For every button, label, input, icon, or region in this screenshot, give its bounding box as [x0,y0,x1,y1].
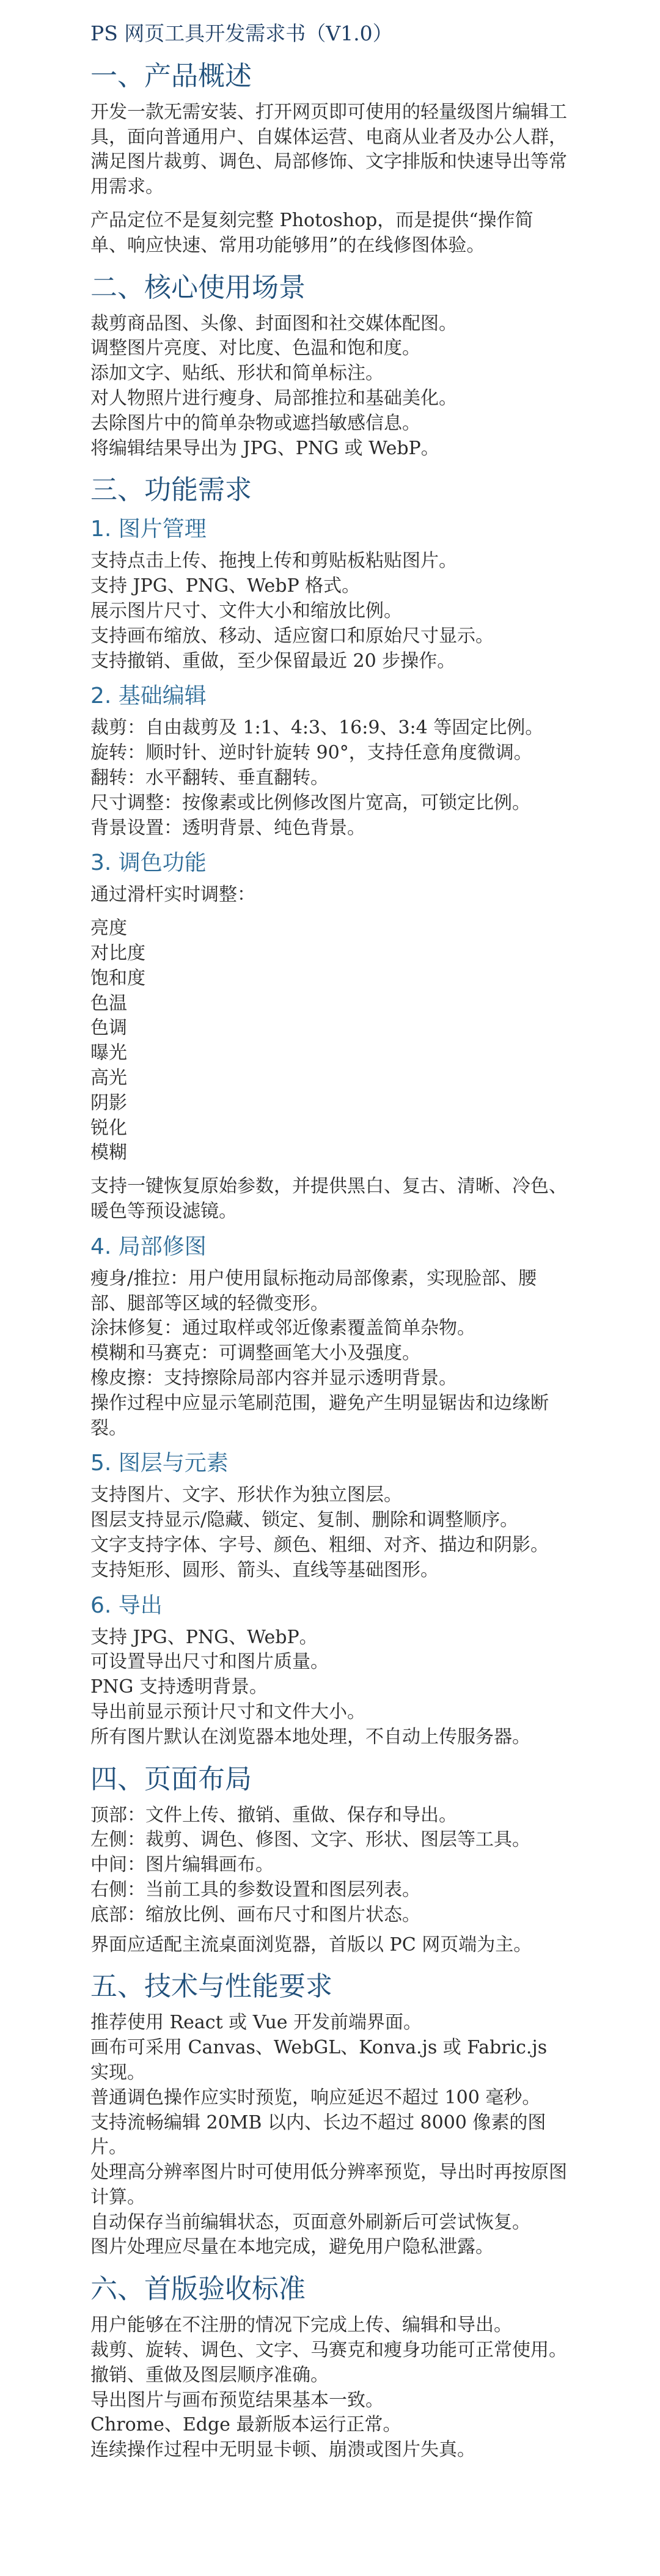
export-list [90,1625,570,1750]
list-item: 支持画布缩放、移动、适应窗口和原始尺寸显示。 [90,625,494,647]
section-functional-requirements [90,473,570,1750]
list-item: 图片处理应尽量在本地完成，避免用户隐私泄露。 [90,2236,494,2258]
image-management-list [90,549,570,674]
section-product-overview [90,59,570,259]
paragraph: 界面应适配主流桌面浏览器，首版以 PC 网页端为主。 [90,1934,532,1956]
list-item: 将编辑结果导出为 JPG、PNG 或 WebP。 [90,437,439,459]
list-item: Chrome、Edge 最新版本运行正常。 [90,2414,402,2436]
list-item: 图层支持显示/隐藏、锁定、复制、删除和调整顺序。 [90,1509,519,1531]
list-item: 去除图片中的简单杂物或遮挡敏感信息。 [90,412,420,434]
list-item: 尺寸调整：按像素或比例修改图片宽高，可锁定比例。 [90,792,530,814]
paragraph: 开发一款无需安装、打开网页即可使用的轻量级图片编辑工具，面向普通用户、自媒体运营、电商从业者及办公人群，满足图片裁剪、调色、局部修饰、文字排版和快速导出等常用需求。 [90,101,567,198]
list-item: 文字支持字体、字号、颜色、粗细、对齐、描边和阴影。 [90,1534,549,1556]
subsection-heading: 6. 导出 [90,1592,163,1618]
paragraph: 通过滑杆实时调整： [90,884,255,906]
list-item: 裁剪商品图、头像、封面图和社交媒体配图。 [90,312,457,334]
section-heading: 四、页面布局 [90,1763,252,1795]
list-item: 撤销、重做及图层顺序准确。 [90,2364,329,2386]
list-item: 支持流畅编辑 20MB 以内、长边不超过 8000 像素的图片。 [90,2111,546,2158]
list-item: 背景设置：透明背景、纯色背景。 [90,817,365,839]
subsection-heading: 3. 调色功能 [90,850,207,876]
tech-list [90,2011,570,2260]
list-item: 支持图片、文字、形状作为独立图层。 [90,1484,402,1506]
list-item: 色调 [90,1017,127,1039]
list-item: 支持撤销、重做，至少保留最近 20 步操作。 [90,650,456,672]
list-item: 支持 JPG、PNG、WebP 格式。 [90,575,361,597]
list-item: 中间：图片编辑画布。 [90,1854,274,1876]
list-item: 饱和度 [90,967,145,989]
document-title: PS 网页工具开发需求书（V1.0） [90,21,393,45]
list-item: 裁剪：自由裁剪及 1:1、4:3、16:9、3:4 等固定比例。 [90,717,544,739]
list-item: 模糊 [90,1142,127,1164]
list-item: 调整图片亮度、对比度、色温和饱和度。 [90,337,420,359]
section-heading: 五、技术与性能要求 [90,1971,332,2003]
list-item: 操作过程中应显示笔刷范围，避免产生明显锯齿和边缘断裂。 [90,1392,549,1439]
list-item: 支持 JPG、PNG、WebP。 [90,1626,318,1648]
list-item: 对人物照片进行瘦身、局部推拉和基础美化。 [90,388,457,410]
list-item: 导出前显示预计尺寸和文件大小。 [90,1701,365,1723]
section-acceptance-criteria [90,2272,570,2463]
list-item: 色温 [90,992,127,1014]
list-item: PNG 支持透明背景。 [90,1676,268,1698]
section-heading: 三、功能需求 [90,474,252,506]
basic-editing-list [90,716,570,841]
layout-list [90,1803,570,1928]
subsection-heading: 2. 基础编辑 [90,683,207,709]
section-heading: 二、核心使用场景 [90,271,306,303]
list-item: 锐化 [90,1117,127,1139]
paragraph: 支持一键恢复原始参数，并提供黑白、复古、清晰、冷色、暖色等预设滤镜。 [90,1176,567,1222]
list-item: 对比度 [90,943,145,965]
list-item: 高光 [90,1067,127,1089]
list-item: 翻转：水平翻转、垂直翻转。 [90,767,329,789]
list-item: 用户能够在不注册的情况下完成上传、编辑和导出。 [90,2314,512,2336]
list-item: 可设置导出尺寸和图片质量。 [90,1651,329,1673]
list-item: 添加文字、贴纸、形状和简单标注。 [90,362,384,385]
subsection-heading: 5. 图层与元素 [90,1451,229,1476]
list-item: 展示图片尺寸、文件大小和缩放比例。 [90,600,402,622]
list-item: 底部：缩放比例、画布尺寸和图片状态。 [90,1904,420,1926]
subsection-heading: 1. 图片管理 [90,517,207,542]
list-item: 自动保存当前编辑状态，页面意外刷新后可尝试恢复。 [90,2211,530,2233]
list-item: 左侧：裁剪、调色、修图、文字、形状、图层等工具。 [90,1829,530,1851]
local-retouch-list [90,1267,570,1441]
list-item: 裁剪、旋转、调色、文字、马赛克和瘦身功能可正常使用。 [90,2339,567,2361]
list-item: 支持矩形、圆形、箭头、直线等基础图形。 [90,1559,439,1581]
list-item: 顶部：文件上传、撤销、重做、保存和导出。 [90,1804,457,1826]
section-heading: 一、产品概述 [90,60,252,92]
section-page-layout [90,1762,570,1958]
section-core-scenarios [90,271,570,462]
list-item: 连续操作过程中无明显卡顿、崩溃或图片失真。 [90,2439,475,2461]
adjustment-list [90,916,570,1166]
list-item: 所有图片默认在浏览器本地处理，不自动上传服务器。 [90,1726,530,1748]
list-item: 支持点击上传、拖拽上传和剪贴板粘贴图片。 [90,550,457,572]
list-item: 亮度 [90,918,127,940]
list-item: 模糊和马赛克：可调整画笔大小及强度。 [90,1342,420,1364]
list-item: 导出图片与画布预览结果基本一致。 [90,2389,384,2411]
layers-list [90,1483,570,1583]
subsection-heading: 4. 局部修图 [90,1234,207,1259]
list-item: 处理高分辨率图片时可使用低分辨率预览，导出时再按原图计算。 [90,2162,567,2208]
list-item: 旋转：顺时针、逆时针旋转 90°，支持任意角度微调。 [90,742,532,764]
list-item: 橡皮擦：支持擦除局部内容并显示透明背景。 [90,1367,457,1389]
list-item: 曝光 [90,1042,127,1064]
list-item: 推荐使用 React 或 Vue 开发前端界面。 [90,2012,422,2034]
list-item: 普通调色操作应实时预览，响应延迟不超过 100 毫秒。 [90,2086,541,2108]
section-heading: 六、首版验收标准 [90,2273,306,2305]
scenario-list [90,312,570,462]
paragraph: 产品定位不是复刻完整 Photoshop，而是提供“操作简单、响应快速、常用功能够用”的在线修图体验。 [90,210,534,256]
list-item: 阴影 [90,1092,127,1114]
acceptance-list [90,2313,570,2463]
section-tech-performance [90,1970,570,2260]
list-item: 画布可采用 Canvas、WebGL、Konva.js 或 Fabric.js 实现。 [90,2037,548,2083]
list-item: 右侧：当前工具的参数设置和图层列表。 [90,1879,420,1901]
list-item: 涂抹修复：通过取样或邻近像素覆盖简单杂物。 [90,1317,475,1339]
list-item: 瘦身/推拉：用户使用鼠标拖动局部像素，实现脸部、腰部、腿部等区域的轻微变形。 [90,1267,537,1314]
